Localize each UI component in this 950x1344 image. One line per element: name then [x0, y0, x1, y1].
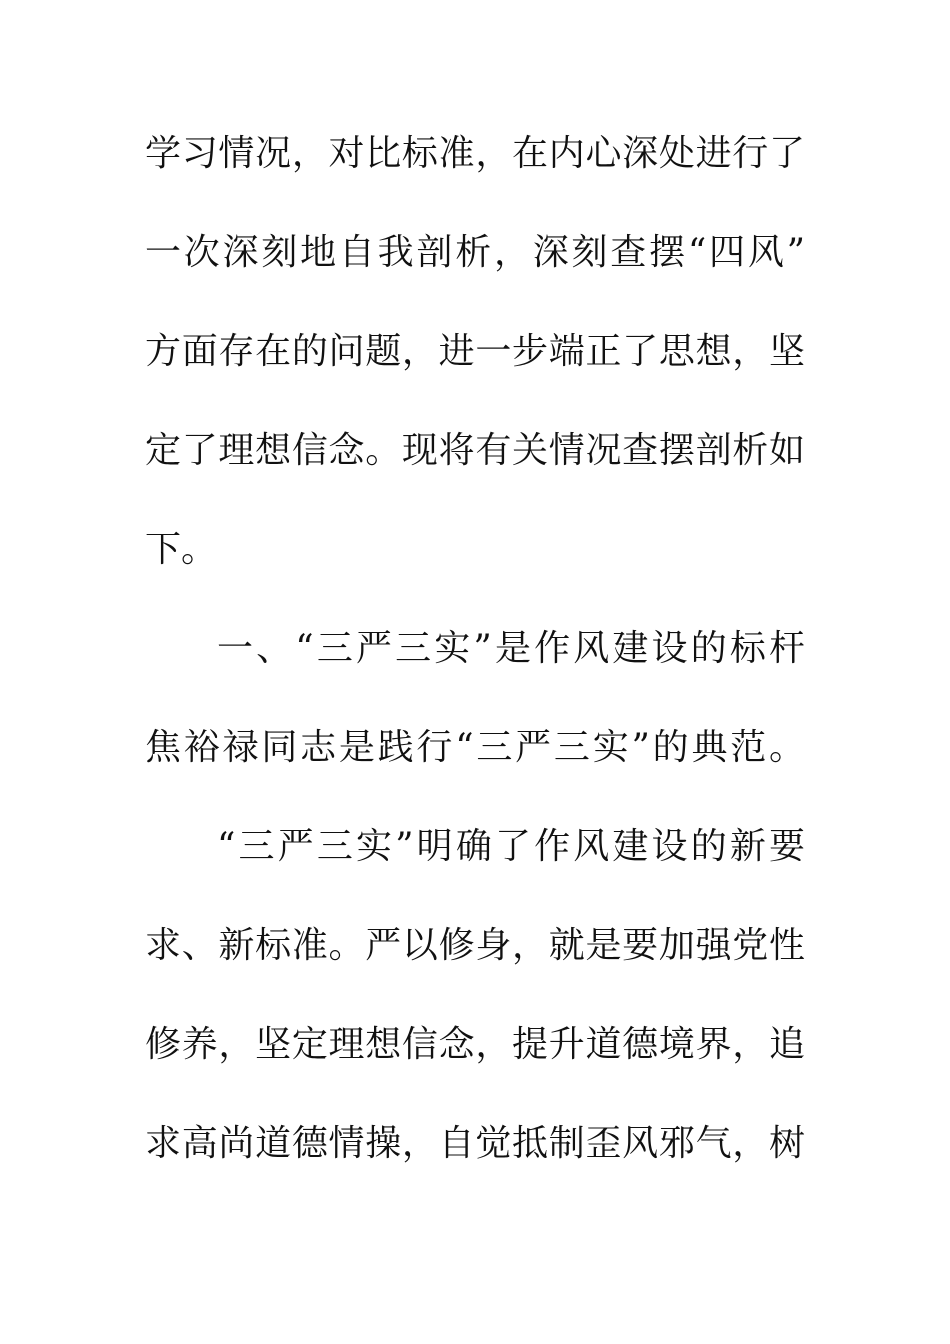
paragraph-2-line-3: 修养，坚定理想信念，提升道德境界，追: [145, 1024, 805, 1065]
paragraph-line-3: 方面存在的问题，进一步端正了思想，坚: [145, 331, 805, 372]
paragraph-2-line-1: “三严三实”明确了作风建设的新要: [217, 826, 805, 867]
paragraph-2-line-4: 求高尚道德情操，自觉抵制歪风邪气，树: [145, 1123, 805, 1164]
paragraph-line-1: 学习情况，对比标准，在内心深处进行了: [145, 133, 805, 174]
paragraph-line-4: 定了理想信念。现将有关情况查摆剖析如: [145, 430, 805, 471]
paragraph-line-5: 下。: [145, 529, 218, 570]
paragraph-line-2: 一次深刻地自我剖析，深刻查摆“四风”: [145, 232, 805, 273]
paragraph-2-line-2: 求、新标准。严以修身，就是要加强党性: [145, 925, 805, 966]
section-heading-subline: 焦裕禄同志是践行“三严三实”的典范。: [145, 727, 805, 768]
section-heading-1: 一、“三严三实”是作风建设的标杆: [217, 628, 805, 669]
